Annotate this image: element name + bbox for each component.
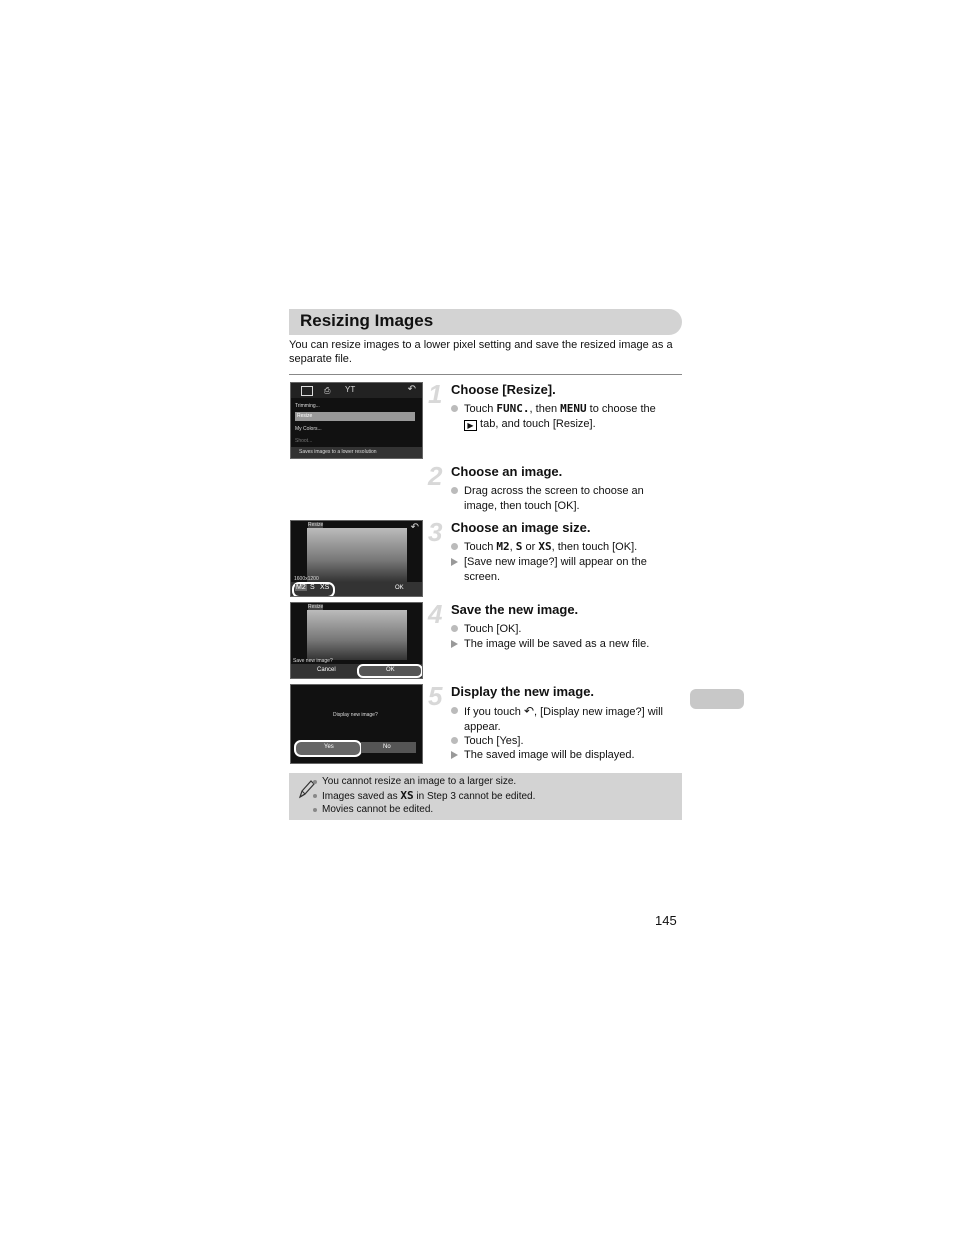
- intro-text: You can resize images to a lower pixel setting and save the resized image as a separate file.: [289, 339, 673, 365]
- ok-button[interactable]: OK: [395, 585, 404, 591]
- step-number: 2: [428, 461, 443, 491]
- func-icon: FUNC.: [496, 402, 530, 415]
- xs-icon: XS: [538, 540, 552, 553]
- step-result: The saved image will be displayed.: [451, 748, 681, 763]
- ok-button[interactable]: OK: [357, 664, 423, 678]
- step-number: 1: [428, 379, 443, 409]
- step-title: Choose an image.: [451, 464, 563, 479]
- step-title: Choose an image size.: [451, 520, 591, 535]
- cancel-button[interactable]: Cancel: [317, 667, 336, 673]
- yes-button[interactable]: Yes: [294, 740, 362, 757]
- step-instruction: Touch [OK].: [451, 622, 681, 637]
- playback-tab-icon: [301, 386, 313, 396]
- preview-image: [307, 610, 407, 660]
- step-number: 4: [428, 599, 443, 629]
- save-prompt: Save new image?: [293, 658, 333, 664]
- settings-tab-icon: YT: [345, 385, 356, 394]
- menu-help-bar: Saves images to a lower resolution: [291, 447, 422, 458]
- step-instruction: Drag across the screen to choose an image, then touch [OK].: [451, 484, 669, 513]
- display-prompt: Display new image?: [333, 712, 378, 718]
- camera-screen-display: [290, 684, 423, 764]
- chapter-tab: [690, 689, 744, 709]
- camera-screen-save: [290, 602, 423, 679]
- note-item: Movies cannot be edited.: [322, 803, 433, 817]
- step-instruction: If you touch ↶, [Display new image?] will appear.: [451, 704, 681, 734]
- step-result: The image will be saved as a new file.: [451, 637, 681, 652]
- step-title: Choose [Resize].: [451, 382, 556, 397]
- xs-icon: XS: [400, 789, 414, 802]
- image-size-readout: 1600x1200: [294, 576, 319, 582]
- menu-item: Trimming...: [295, 403, 320, 409]
- no-button[interactable]: No: [361, 742, 416, 753]
- screen-label: Resize: [308, 522, 324, 528]
- menu-item-selected: Resize: [295, 412, 415, 421]
- step-instruction: Touch M2, S or XS, then touch [OK].: [451, 540, 681, 555]
- note-item: You cannot resize an image to a larger size.: [322, 775, 516, 789]
- size-xs-button[interactable]: XS: [320, 584, 330, 591]
- page-number: 145: [655, 913, 677, 928]
- step-instruction: Touch FUNC., then MENU to choose the ▶ tab, and touch [Resize].: [451, 402, 681, 431]
- size-s-button[interactable]: S: [310, 584, 315, 591]
- s-icon: S: [515, 540, 523, 553]
- menu-tab-strip: [291, 383, 422, 398]
- note-box: [289, 773, 682, 820]
- menu-item: Shoot...: [295, 438, 313, 444]
- preview-image: [307, 528, 407, 582]
- step-title: Display the new image.: [451, 684, 595, 699]
- step-title: Save the new image.: [451, 602, 579, 617]
- step-number: 5: [428, 681, 443, 711]
- section-title-bar: [289, 309, 682, 335]
- playback-icon: ▶: [464, 420, 477, 431]
- menu-item: My Colors...: [295, 426, 322, 432]
- return-icon: ↶: [523, 704, 534, 718]
- step-instruction: Touch [Yes].: [451, 734, 681, 749]
- camera-screen-menu: [290, 382, 423, 459]
- size-m2-button[interactable]: M2: [296, 584, 306, 591]
- camera-screen-resize: [290, 520, 423, 597]
- page-title: Resizing Images: [300, 311, 434, 330]
- divider: [289, 374, 682, 375]
- step-result: [Save new image?] will appear on the screen.: [451, 555, 671, 584]
- back-icon: ↶: [410, 522, 419, 533]
- screen-label: Resize: [308, 604, 324, 610]
- step-number: 3: [428, 517, 443, 547]
- note-item: Images saved as XS in Step 3 cannot be edited.: [322, 789, 535, 804]
- m2-icon: M2: [496, 540, 510, 553]
- print-tab-icon: ⎙: [324, 386, 331, 395]
- back-icon: ↶: [407, 384, 416, 395]
- menu-icon: MENU: [560, 402, 587, 415]
